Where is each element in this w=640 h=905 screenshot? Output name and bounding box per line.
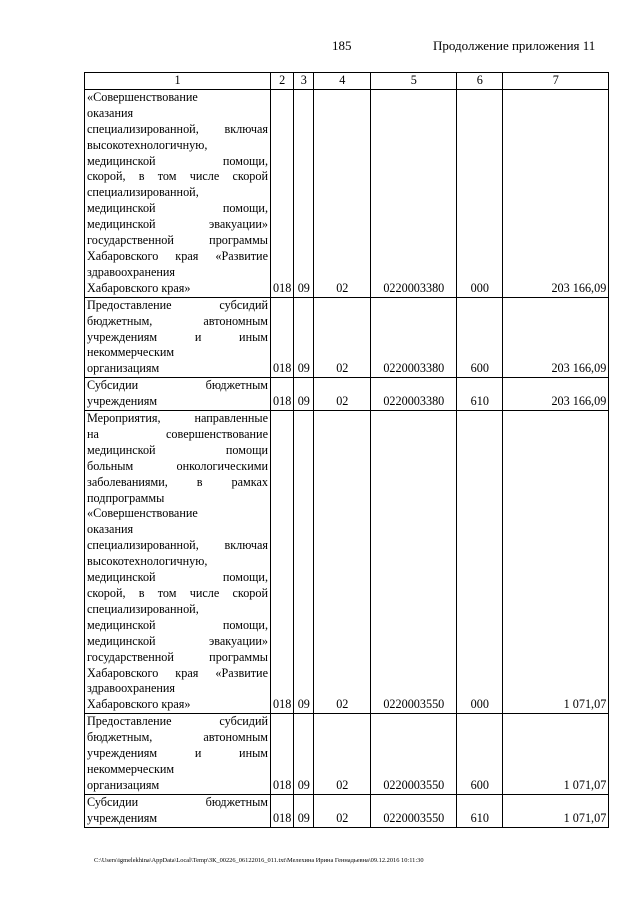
- subsection-code: 02: [314, 411, 371, 714]
- expense-type-code: 000: [457, 89, 503, 297]
- expense-type-code: 610: [457, 378, 503, 411]
- expense-item-name: [85, 89, 271, 297]
- table-row: [85, 297, 609, 378]
- column-header: 7: [503, 73, 609, 90]
- expense-item-line: специализированной,: [87, 601, 199, 616]
- expense-item-line: Хабаровского края»: [87, 280, 191, 295]
- target-article-code: 0220003380: [371, 89, 457, 297]
- expense-item-line: здравоохранения: [87, 681, 176, 696]
- ministry-code: 018: [271, 297, 294, 378]
- subsection-code: 02: [314, 794, 371, 827]
- expense-item-line: здравоохранения: [87, 264, 176, 279]
- expense-item-line: подпрограммы: [87, 490, 165, 505]
- column-header: 6: [457, 73, 503, 90]
- expense-item-name: [85, 714, 271, 795]
- expense-item-line: учреждениям: [87, 394, 158, 409]
- page-number: 185: [332, 38, 352, 53]
- target-article-code: 0220003550: [371, 411, 457, 714]
- table-row: [85, 411, 609, 714]
- section-code: 09: [294, 411, 314, 714]
- expense-item-name: [85, 794, 271, 827]
- ministry-code: 018: [271, 714, 294, 795]
- expense-item-line: медицинской эвакуации»: [87, 217, 268, 232]
- expense-item-line: медицинской помощи,: [87, 201, 268, 216]
- expense-item-line: медицинской помощи,: [87, 617, 268, 632]
- section-code: 09: [294, 794, 314, 827]
- expense-item-line: медицинской помощи: [87, 442, 268, 457]
- column-header: 1: [85, 73, 271, 90]
- section-code: 09: [294, 297, 314, 378]
- expense-item-line: «Совершенствование: [87, 89, 198, 104]
- expense-item-line: Субсидии бюджетным: [87, 378, 268, 393]
- file-path-footer: C:\Users\igmelekhina\AppData\Local\Temp\ЗК_00226_06122016_011.txt\Мелехина Ирина Геннадьевна\09.12.2016 10:11:30: [94, 857, 424, 864]
- amount-value: 203 166,09: [503, 378, 609, 411]
- expense-item-line: некоммерческим: [87, 345, 175, 360]
- subsection-code: 02: [314, 297, 371, 378]
- target-article-code: 0220003550: [371, 714, 457, 795]
- expense-item-line: больным онкологическими: [87, 458, 268, 473]
- expense-item-line: высокотехнологичную,: [87, 554, 208, 569]
- section-code: 09: [294, 378, 314, 411]
- expense-item-line: заболеваниями, в рамках: [87, 474, 268, 489]
- subsection-code: 02: [314, 378, 371, 411]
- expense-item-line: медицинской помощи,: [87, 570, 268, 585]
- expense-item-line: бюджетным, автономным: [87, 313, 268, 328]
- expense-type-code: 600: [457, 714, 503, 795]
- column-header: 5: [371, 73, 457, 90]
- amount-value: 203 166,09: [503, 297, 609, 378]
- expense-item-line: учреждениям: [87, 810, 158, 825]
- expense-item-line: медицинской помощи,: [87, 153, 268, 168]
- expense-item-line: Мероприятия, направленные: [87, 411, 268, 426]
- expense-item-line: организациям: [87, 777, 160, 792]
- expense-item-line: Хабаровского края «Развитие: [87, 665, 268, 680]
- amount-value: 1 071,07: [503, 411, 609, 714]
- ministry-code: 018: [271, 89, 294, 297]
- ministry-code: 018: [271, 378, 294, 411]
- expense-item-line: «Совершенствование: [87, 506, 198, 521]
- expense-item-line: специализированной, включая: [87, 538, 268, 553]
- expense-item-line: медицинской эвакуации»: [87, 633, 268, 648]
- subsection-code: 02: [314, 714, 371, 795]
- column-header: 4: [314, 73, 371, 90]
- expense-item-line: Хабаровского края «Развитие: [87, 248, 268, 263]
- expense-item-line: скорой, в том числе скорой: [87, 586, 268, 600]
- target-article-code: 0220003380: [371, 297, 457, 378]
- expense-item-line: на совершенствование: [87, 426, 268, 441]
- table-row: [85, 714, 609, 795]
- target-article-code: 0220003380: [371, 378, 457, 411]
- expense-item-line: учреждениям и иным: [87, 746, 268, 761]
- expense-item-line: учреждениям и иным: [87, 329, 268, 344]
- amount-value: 1 071,07: [503, 714, 609, 795]
- appendix-continuation-label: Продолжение приложения 11: [433, 38, 596, 53]
- expense-item-name: [85, 297, 271, 378]
- table-body: [85, 89, 609, 827]
- expense-item-line: специализированной,: [87, 185, 199, 200]
- ministry-code: 018: [271, 411, 294, 714]
- expense-item-name: [85, 411, 271, 714]
- table-row: [85, 89, 609, 297]
- subsection-code: 02: [314, 89, 371, 297]
- expense-item-line: специализированной, включая: [87, 121, 268, 136]
- ministry-code: 018: [271, 794, 294, 827]
- expense-item-line: некоммерческим: [87, 761, 175, 776]
- expense-type-code: 600: [457, 297, 503, 378]
- budget-table: [84, 72, 609, 828]
- table-row: [85, 378, 609, 411]
- expense-item-line: Предоставление субсидий: [87, 297, 268, 312]
- section-code: 09: [294, 89, 314, 297]
- amount-value: 1 071,07: [503, 794, 609, 827]
- expense-item-line: государственной программы: [87, 233, 268, 248]
- column-header: 2: [271, 73, 294, 90]
- expense-item-line: Предоставление субсидий: [87, 714, 268, 729]
- expense-item-line: государственной программы: [87, 649, 268, 664]
- expense-type-code: 000: [457, 411, 503, 714]
- expense-item-line: Субсидии бюджетным: [87, 794, 268, 809]
- expense-item-name: [85, 378, 271, 411]
- expense-item-line: бюджетным, автономным: [87, 730, 268, 745]
- expense-item-line: оказания: [87, 105, 134, 120]
- section-code: 09: [294, 714, 314, 795]
- table-row: [85, 794, 609, 827]
- expense-item-line: высокотехнологичную,: [87, 137, 208, 152]
- expense-item-line: организациям: [87, 361, 160, 376]
- expense-item-line: оказания: [87, 522, 134, 537]
- expense-item-line: скорой, в том числе скорой: [87, 169, 268, 184]
- expense-type-code: 610: [457, 794, 503, 827]
- target-article-code: 0220003550: [371, 794, 457, 827]
- amount-value: 203 166,09: [503, 89, 609, 297]
- column-header: 3: [294, 73, 314, 90]
- table-header-row: [85, 73, 609, 90]
- expense-item-line: Хабаровского края»: [87, 697, 191, 712]
